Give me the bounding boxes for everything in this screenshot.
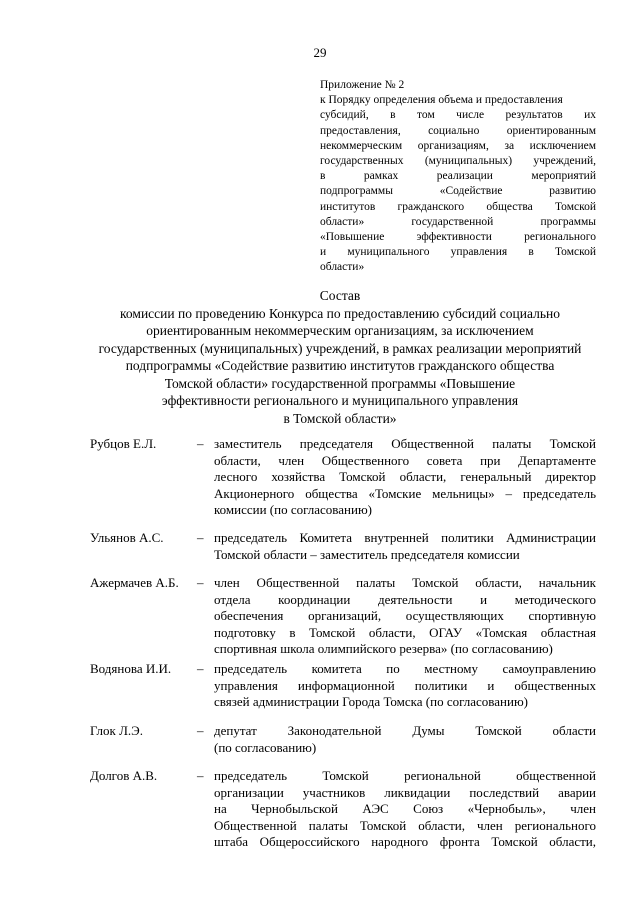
member-desc-line: области, член Общественного совета при Департаменте (214, 452, 596, 468)
appendix-line: «Повышение эффективности регионального (320, 231, 596, 244)
member-desc-line: организации участников ликвидации последствий аварии (214, 784, 596, 800)
appendix-line: государственных (муниципальных) учреждений, (320, 155, 596, 168)
title-line: подпрограммы «Содействие развитию институтов гражданского общества (125, 358, 555, 373)
title-line: ориентированным некоммерческим организациям, за исключением (146, 323, 534, 338)
title-line: Томской области» государственной программы «Повышение (164, 375, 516, 391)
member-desc-line: депутат Законодательной Думы Томской области (214, 723, 596, 738)
title-line: комиссии по проведению Конкурса по предоставлению субсидий социально (120, 305, 560, 321)
member-dash: – (197, 661, 204, 676)
member-desc-line: лесного хозяйства Томской области, генеральный директор (214, 469, 596, 484)
appendix-line: к Порядку определения объема и предоставления (320, 94, 563, 107)
member-desc-line: Томской области – заместитель председателя комиссии (214, 546, 520, 562)
member-description (214, 768, 596, 851)
member-description (214, 575, 596, 658)
member-desc-line: штаба Общероссийского народного фронта Томской области, (214, 834, 596, 849)
member-desc-line: Общественной палаты Томской области, член регионального (214, 817, 596, 833)
member-desc-line: управления информационной политики и общественных (214, 677, 596, 693)
appendix-line: области» (320, 261, 365, 274)
member-name: Ажермачев А.Б. (90, 575, 179, 590)
member-desc-line: обеспечения организаций, осуществляющих спортивную (214, 608, 596, 623)
appendix-line: области» государственной программы (320, 215, 596, 228)
member-name: Ульянов А.С. (90, 530, 164, 545)
appendix-line: субсидий, в том числе результатов их (320, 109, 596, 122)
appendix-line: в рамках реализации мероприятий (320, 170, 596, 183)
member-desc-line: председатель комитета по местному самоуправлению (214, 661, 596, 676)
member-desc-line: на Чернобыльской АЭС Союз «Чернобыль», член (214, 801, 596, 816)
member-desc-line: председатель Комитета внутренней политики Администрации (214, 530, 596, 545)
appendix-header (320, 78, 596, 276)
member-dash: – (197, 768, 204, 783)
appendix-line: и муниципального управления в Томской (320, 246, 596, 259)
appendix-line: некоммерческим организациям, за исключением (320, 139, 596, 152)
member-name: Водянова И.И. (90, 661, 172, 676)
appendix-line: предоставления, социально ориентированным (320, 124, 596, 137)
member-name: Рубцов Е.Л. (90, 436, 157, 451)
member-name: Долгов А.В. (90, 768, 158, 783)
appendix-line: Приложение № 2 (320, 79, 405, 91)
member-desc-line: комиссии (по согласованию) (214, 502, 372, 517)
member-desc-line: Акционерного общества «Томские мельницы» – председатель (214, 485, 596, 501)
appendix-line: подпрограммы «Содействие развитию (320, 185, 596, 198)
title-line: в Томской области» (283, 410, 397, 426)
member-description (214, 436, 596, 519)
appendix-line: институтов гражданского общества Томской (320, 200, 596, 213)
member-description (214, 530, 596, 563)
member-dash: – (197, 723, 204, 738)
title-line: Состав (319, 288, 361, 303)
member-dash: – (197, 530, 204, 545)
member-desc-line: связей администрации Города Томска (по согласованию) (214, 694, 528, 709)
member-desc-line: член Общественной палаты Томской области, начальник (214, 575, 596, 590)
member-desc-line: председатель Томской региональной общественной (214, 768, 596, 783)
document-title (90, 287, 590, 427)
title-line: эффективности регионального и муниципального управления (161, 393, 519, 408)
member-dash: – (197, 436, 204, 451)
member-desc-line: подготовку в Томской области, ОГАУ «Томская областная (214, 624, 596, 640)
member-description (214, 661, 596, 711)
member-desc-line: отдела координации деятельности и методического (214, 591, 596, 607)
page-number: 29 (313, 45, 327, 60)
member-dash: – (197, 575, 204, 590)
title-line: государственных (муниципальных) учреждений, в рамках реализации мероприятий (98, 340, 582, 356)
member-name: Глок Л.Э. (90, 723, 143, 738)
member-desc-line: спортивная школа олимпийского резерва» (по согласованию) (214, 641, 553, 656)
member-description (214, 723, 596, 756)
member-desc-line: заместитель председателя Общественной палаты Томской (214, 436, 596, 451)
member-desc-line: (по согласованию) (214, 739, 317, 755)
